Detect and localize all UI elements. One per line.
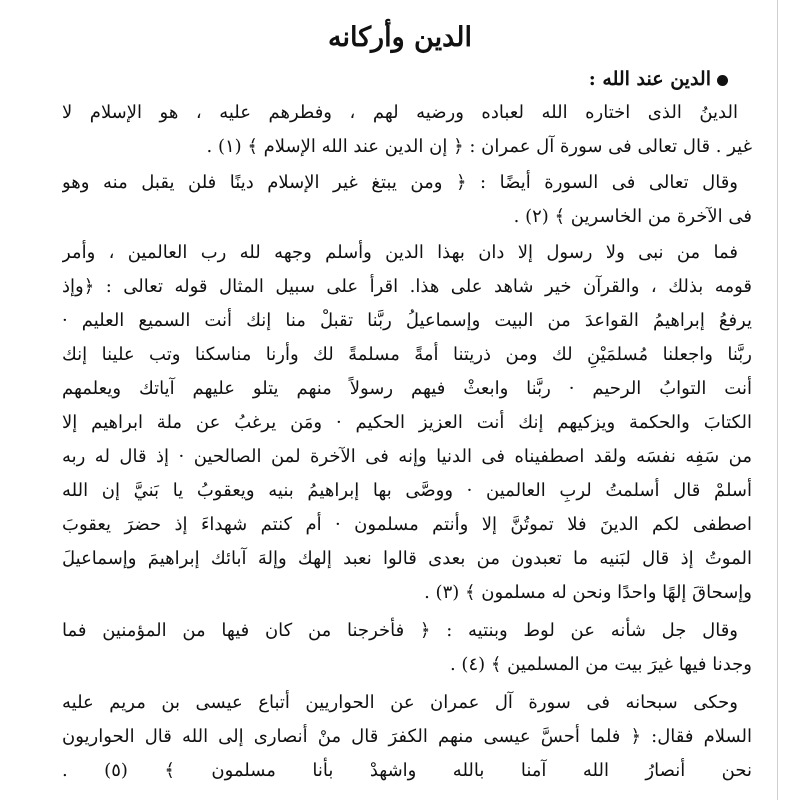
- text-line: غير . قال تعالى فى سورة آل عمران : ﴿ إن الدين عند الله الإسلام ﴾ (١) .: [206, 136, 752, 157]
- text-line: فما من نبى ولا رسول إلا دان بهذا الدين وأسلم وجهه لله رب العالمين ، وأمر: [62, 242, 738, 263]
- page-edge-line: [777, 0, 778, 800]
- text-line: أسلمْ قال أسلمتُ لربِ العالمين · ووصَّى بها إبراهيمُ بنيه ويعقوبُ يا بَنيَّ إن الله: [62, 480, 752, 501]
- text-line: وقال جل شأنه عن لوط وبنتيه : ﴿ فأخرجنا من كان فيها من المؤمنين فما: [62, 620, 738, 641]
- text-line: الكتابَ والحكمة ويزكيهم إنك أنت العزيز الحكيم · ومَن يرغبُ عن ملة ابراهيم إلا: [62, 412, 752, 433]
- text-line: وجدنا فيها غيرَ بيت من المسلمين ﴾ (٤) .: [449, 654, 752, 675]
- text-line: السلام فقال: ﴿ فلما أحسَّ عيسى منهم الكفرَ قال منْ أنصارى إلى الله قال الحواريون: [62, 726, 752, 747]
- text-line: وحكى سبحانه فى سورة آل عمران عن الحواريين أتباع عيسى بن مريم عليه: [62, 692, 738, 713]
- text-line: فى الآخرة من الخاسرين ﴾ (٢) .: [513, 206, 752, 227]
- text-line: يرفعُ إبراهيمُ القواعدَ من البيت وإسماعيلُ ربَّنا تقبلْ منا إنك أنت السميع العليم ·: [62, 310, 752, 331]
- section-heading-text: الدين عند الله :: [588, 68, 711, 90]
- text-line: أنت التوابُ الرحيم · ربَّنا وابعثْ فيهم رسولاً منهم يتلو عليهم آياتك ويعلمهم: [62, 378, 752, 399]
- section-heading: [589, 64, 728, 94]
- page-title: الدين وأركانه: [327, 22, 473, 53]
- bullet-icon: [717, 75, 728, 86]
- text-line: ربَّنا واجعلنا مُسلمَيْنِ لك ومن ذريتنا أمةً مسلمةً لك وأرنا مناسكنا وتب علينا إنك: [62, 344, 752, 365]
- text-line: قومه بذلك ، والقرآن خير شاهد على هذا. اقرأ على سبيل المثال قوله تعالى : ﴿وإذ: [62, 276, 752, 297]
- text-line: وإسحاقَ إلهًا واحدًا ونحن له مسلمون ﴾ (٣) .: [424, 582, 752, 603]
- text-line: من سَفِه نفسَه ولقد اصطفيناه فى الدنيا وإنه فى الآخرة لمن الصالحين · إذ قال له ربه: [62, 446, 752, 467]
- text-line: الدينُ الذى اختاره الله لعباده ورضيه لهم ، وفطرهم عليه ، هو الإسلام لا: [62, 102, 738, 123]
- text-line: الموتُ إذ قال لبَنيه ما تعبدون من بعدى قالوا نعبد إلهك وإلهَ آبائك إبراهيمَ وإسماعيلَ: [62, 548, 752, 569]
- text-line: وقال تعالى فى السورة أيضًا : ﴿ ومن يبتغ غير الإسلام دينًا فلن يقبل منه وهو: [62, 172, 738, 193]
- text-line: اصطفى لكم الدينَ فلا تموتُنَّ إلا وأنتم مسلمون · أم كنتم شهداءَ إذ حضرَ يعقوبَ: [62, 514, 752, 535]
- text-line: نحن أنصارُ الله آمنا بالله واشهدْ بأنا مسلمون ﴾ (٥) .: [62, 760, 752, 781]
